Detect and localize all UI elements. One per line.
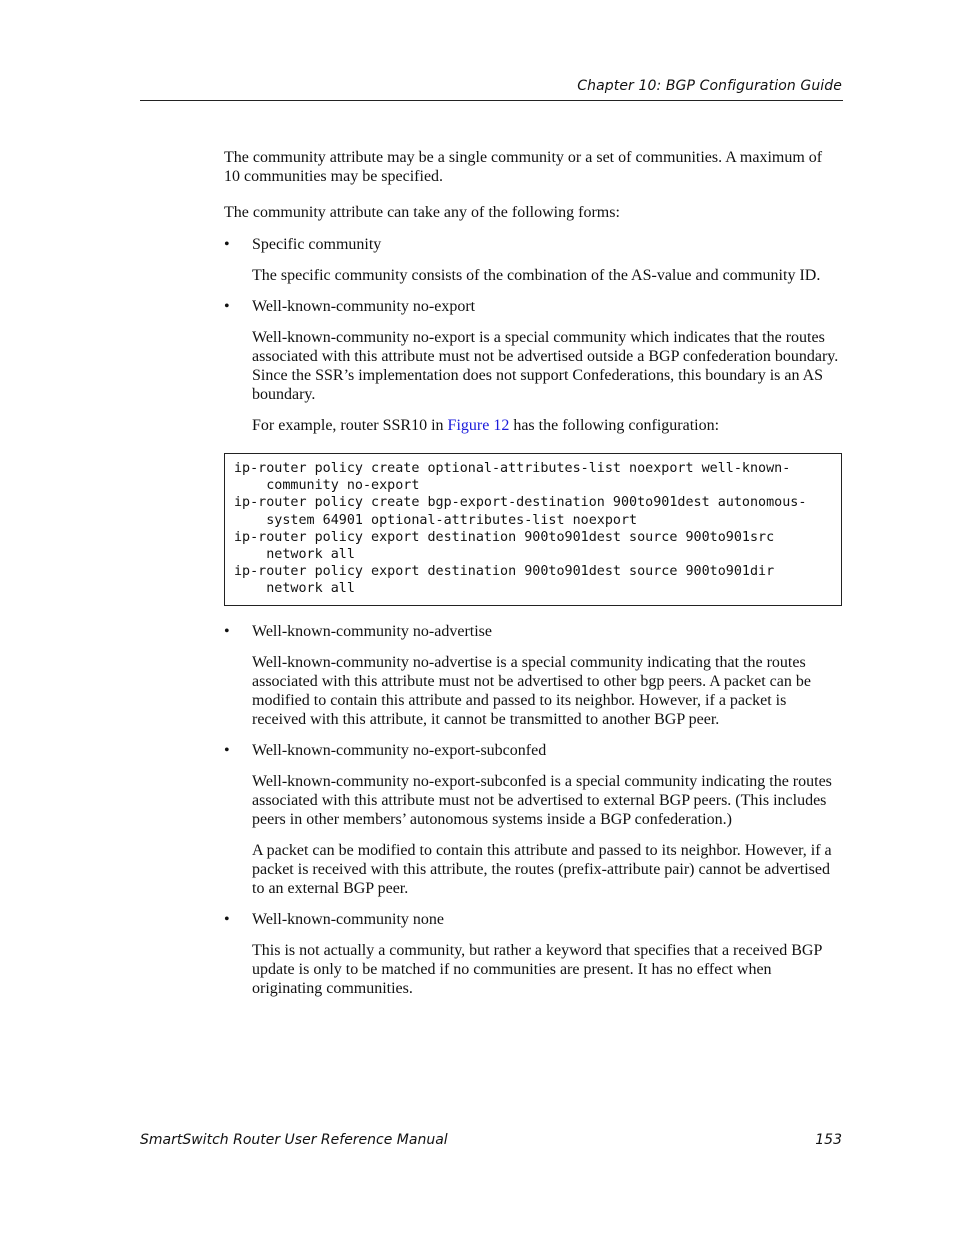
footer-manual-title: SmartSwitch Router User Reference Manual bbox=[140, 1132, 448, 1148]
list-item-title: Well-known-community no-export bbox=[252, 298, 476, 315]
intro-paragraph-1: The community attribute may be a single community or a set of communities. A maximum of 10 communities may be specified. bbox=[224, 149, 823, 185]
footer-page-number: 153 bbox=[815, 1132, 842, 1148]
list-item-title: Well-known-community no-export-subconfed bbox=[252, 741, 547, 759]
bullet-icon: • bbox=[224, 236, 230, 253]
list-item-no-export-subconfed bbox=[224, 741, 842, 760]
intro-paragraph-2: The community attribute can take any of the following forms: bbox=[224, 204, 620, 221]
list-item-description: Well-known-community no-export is a special community which indicates that the routes associated with this attribute must not be advertised outside a BGP confederation boundary. Since the SSR’s implementation does not support Confederations, this boundary is an AS boundary. bbox=[252, 329, 839, 403]
list-item-no-export bbox=[224, 297, 842, 316]
list-item-description: Well-known-community no-advertise is a special community indicating that the routes associated with this attribute must not be advertised to other bgp peers. A packet can be modified to contain this attribute and passed to its neighbor. However, if a packet is received with this attribute, it cannot be transmitted to another BGP peer. bbox=[252, 653, 811, 728]
list-item-description: This is not actually a community, but rather a keyword that specifies that a received BGP update is only to be matched if no communities are present. It has no effect when originating communities. bbox=[252, 941, 822, 997]
list-item-no-advertise bbox=[224, 622, 842, 641]
list-item-description: The specific community consists of the combination of the AS-value and community ID. bbox=[252, 267, 821, 284]
figure-12-link[interactable]: Figure 12 bbox=[447, 417, 510, 434]
list-item-title: Well-known-community no-advertise bbox=[252, 622, 492, 640]
bullet-icon: • bbox=[224, 622, 230, 640]
header-rule bbox=[140, 100, 843, 101]
bullet-icon: • bbox=[224, 910, 230, 928]
example-prefix: For example, router SSR10 in bbox=[252, 417, 448, 434]
config-code-block: ip-router policy create optional-attributes-list noexport well-known- community no-export ip-router policy create bgp-export-destination 900to901dest autonomous- system 64901 optional-attributes-list noexport ip-router policy export destination 900to901dest source 900to901src network all ip-router policy export destination 900to901dest source 900to901dir network all bbox=[224, 453, 842, 606]
list-item-title: Well-known-community none bbox=[252, 910, 445, 928]
page-body bbox=[224, 148, 842, 1010]
list-item-description: A packet can be modified to contain this attribute and passed to its neighbor. However, if a packet is received with this attribute, the routes (prefix-attribute pair) cannot be advertised to an external BGP peer. bbox=[252, 841, 832, 897]
list-item-specific-community bbox=[224, 235, 842, 254]
list-item-none bbox=[224, 910, 842, 929]
example-suffix: has the following configuration: bbox=[509, 417, 720, 434]
example-sentence bbox=[252, 416, 842, 435]
list-item-title: Specific community bbox=[252, 236, 382, 253]
chapter-header: Chapter 10: BGP Configuration Guide bbox=[577, 78, 842, 94]
list-item-description: Well-known-community no-export-subconfed is a special community indicating the routes associated with this attribute must not be advertised to external BGP peers. (This includes peers in other members’ autonomous systems inside a BGP confederation.) bbox=[252, 772, 832, 828]
bullet-icon: • bbox=[224, 741, 230, 759]
bullet-icon: • bbox=[224, 298, 230, 315]
